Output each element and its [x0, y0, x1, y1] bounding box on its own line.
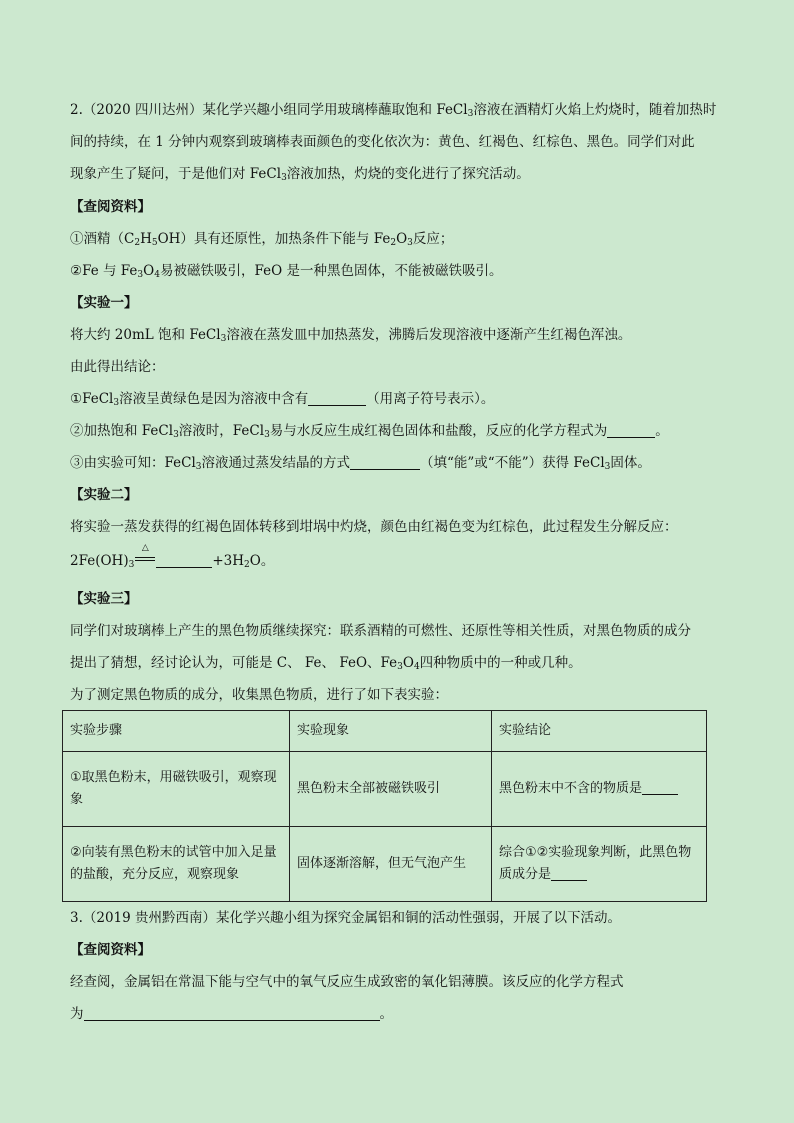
- table-header-cell: 实验结论: [492, 711, 707, 752]
- subscript: 3: [604, 462, 611, 472]
- subscript: 3: [467, 109, 474, 119]
- text: OH）具有还原性，加热条件下能与 Fe: [157, 231, 391, 247]
- text: 溶液加热，灼烧的变化进行了探究活动。: [286, 166, 530, 182]
- text: O: [143, 263, 155, 279]
- answer-blank[interactable]: [156, 553, 212, 568]
- text: 。: [379, 1006, 393, 1022]
- subscript: 3: [220, 334, 227, 344]
- heat-equals-sign: [134, 543, 156, 567]
- text: ①FeCl: [70, 391, 114, 407]
- q3-section-info: 【查阅资料】: [70, 942, 151, 958]
- answer-blank[interactable]: [642, 780, 678, 795]
- q2-exp3-line-2: [70, 653, 724, 673]
- text: 提出了猜想，经讨论认为，可能是 C、 Fe、 FeO、Fe: [70, 655, 398, 671]
- table-cell-conclusion: [492, 827, 707, 902]
- text: 间的持续，在 1 分钟内观察到玻璃棒表面颜色的变化依次为：黄色、红褐色、红棕色、黑色。同学们对此: [70, 134, 695, 150]
- table-header-cell: 实验步骤: [63, 711, 290, 752]
- text: O: [402, 655, 414, 671]
- equals-line: [135, 560, 155, 561]
- table-cell-phenomenon: 固体逐渐溶解，但无气泡产生: [290, 827, 492, 902]
- subscript: 3: [281, 173, 287, 183]
- q2-exp2-text: 将实验一蒸发获得的红褐色固体转移到坩埚中灼烧，颜色由红褐色变为红棕色，此过程发生分解反应：: [70, 519, 678, 535]
- q2-intro-line-2: [70, 132, 724, 152]
- text: O: [396, 231, 408, 247]
- equals-line: [135, 557, 155, 558]
- heat-condition-icon: △: [141, 543, 149, 553]
- q2-exp3-line-3: 为了测定黑色物质的成分，收集黑色物质，进行了如下表实验：: [70, 687, 448, 703]
- answer-blank[interactable]: [607, 423, 655, 438]
- text: ②加热饱和 FeCl: [70, 423, 174, 439]
- text: 固体。: [610, 455, 651, 471]
- text: H: [140, 231, 152, 247]
- subscript: 5: [151, 238, 158, 248]
- q2-section-exp3: 【实验三】: [70, 591, 138, 607]
- q2-intro-line-3: [70, 164, 724, 184]
- q2-exp1-text: [70, 325, 724, 345]
- subscript: 2: [134, 238, 141, 248]
- text: 将大约 20mL 饱和 FeCl: [70, 327, 221, 343]
- table-header-cell: 实验现象: [290, 711, 492, 752]
- q3-text-line-1: 经查阅，金属铝在常温下能与空气中的氧气反应生成致密的氧化铝薄膜。该反应的化学方程式: [70, 974, 624, 990]
- q3-text-line-2: [70, 1004, 724, 1024]
- text: ③由实验可知：FeCl: [70, 455, 196, 471]
- q2-info-2: [70, 261, 724, 281]
- subscript: 2: [244, 560, 250, 570]
- q2-conclusion-3: [70, 453, 724, 473]
- text: O。: [249, 553, 275, 569]
- subscript: 3: [137, 270, 144, 280]
- table-row: [63, 827, 707, 902]
- table-cell-step: ①取黑色粉末，用磁铁吸引，观察现象: [63, 752, 290, 827]
- text: 溶液时，FeCl: [178, 423, 265, 439]
- answer-blank[interactable]: [551, 866, 587, 881]
- text: 溶液在酒精灯火焰上灼烧时，随着加热时: [473, 102, 717, 118]
- q2-section-exp1: 【实验一】: [70, 295, 138, 311]
- table-header-row: [63, 711, 707, 752]
- subscript: 3: [173, 430, 179, 440]
- experiment-table: [62, 710, 707, 902]
- table-cell-step: ②向装有黑色粉末的试管中加入足量的盐酸，充分反应，观察现象: [63, 827, 290, 902]
- q2-section-exp2: 【实验二】: [70, 487, 138, 503]
- text: 易与水反应生成红褐色固体和盐酸，反应的化学方程式为: [269, 423, 608, 439]
- subscript: 3: [195, 462, 202, 472]
- subscript: 2: [390, 238, 397, 248]
- text: 现象产生了疑问，于是他们对 FeCl: [70, 166, 282, 182]
- table-row: [63, 752, 707, 827]
- text: +3H: [212, 553, 245, 569]
- text: 黑色粉末中不含的物质是: [499, 781, 643, 796]
- text: 2Fe(OH): [70, 553, 129, 569]
- text: 易被磁铁吸引，FeO 是一种黑色固体，不能被磁铁吸引。: [159, 263, 503, 279]
- table-cell-phenomenon: 黑色粉末全部被磁铁吸引: [290, 752, 492, 827]
- subscript: 3: [264, 430, 270, 440]
- answer-blank[interactable]: [308, 391, 366, 406]
- q2-conclusion-1: [70, 389, 724, 409]
- answer-blank[interactable]: [350, 455, 420, 470]
- subscript: 3: [113, 398, 120, 408]
- q2-intro-line-1: [70, 100, 724, 120]
- q2-conclude-label: 由此得出结论：: [70, 359, 165, 375]
- subscript: 3: [128, 560, 135, 570]
- subscript: 4: [413, 662, 420, 672]
- subscript: 4: [154, 270, 160, 280]
- text: 反应；: [412, 231, 454, 247]
- q2-exp3-line-1: 同学们对玻璃棒上产生的黑色物质继续探究：联系酒精的可燃性、还原性等相关性质，对黑色物质的成分: [70, 623, 691, 639]
- q2-info-1: [70, 229, 724, 249]
- text: ①酒精（C: [70, 231, 135, 247]
- text: 溶液呈黄绿色是因为溶液中含有: [119, 391, 309, 407]
- answer-blank[interactable]: [84, 1006, 380, 1021]
- subscript: 3: [397, 662, 403, 672]
- q2-conclusion-2: [70, 421, 724, 441]
- text: 。: [655, 423, 669, 439]
- text: （用离子符号表示）。: [366, 391, 495, 407]
- text: 溶液在蒸发皿中加热蒸发，沸腾后发现溶液中逐渐产生红褐色浑浊。: [226, 327, 632, 343]
- q2-equation: [70, 543, 724, 571]
- subscript: 3: [407, 238, 413, 248]
- text: （填“能”或“不能”）获得 FeCl: [420, 455, 605, 471]
- text: 综合①②实验现象判断，此黑色物质成分是: [499, 845, 692, 882]
- text: 2.（2020 四川达州）某化学兴趣小组同学用玻璃棒蘸取饱和 FeCl: [70, 102, 468, 118]
- text: 四种物质中的一种或几种。: [419, 655, 582, 671]
- table-cell-conclusion: [492, 752, 707, 827]
- text: ②Fe 与 Fe: [70, 263, 138, 279]
- text: 为: [70, 1006, 84, 1022]
- q3-intro: 3.（2019 贵州黔西南）某化学兴趣小组为探究金属铝和铜的活动性强弱，开展了以下活动。: [70, 910, 622, 926]
- text: 溶液通过蒸发结晶的方式: [201, 455, 350, 471]
- q2-section-info: 【查阅资料】: [70, 199, 151, 215]
